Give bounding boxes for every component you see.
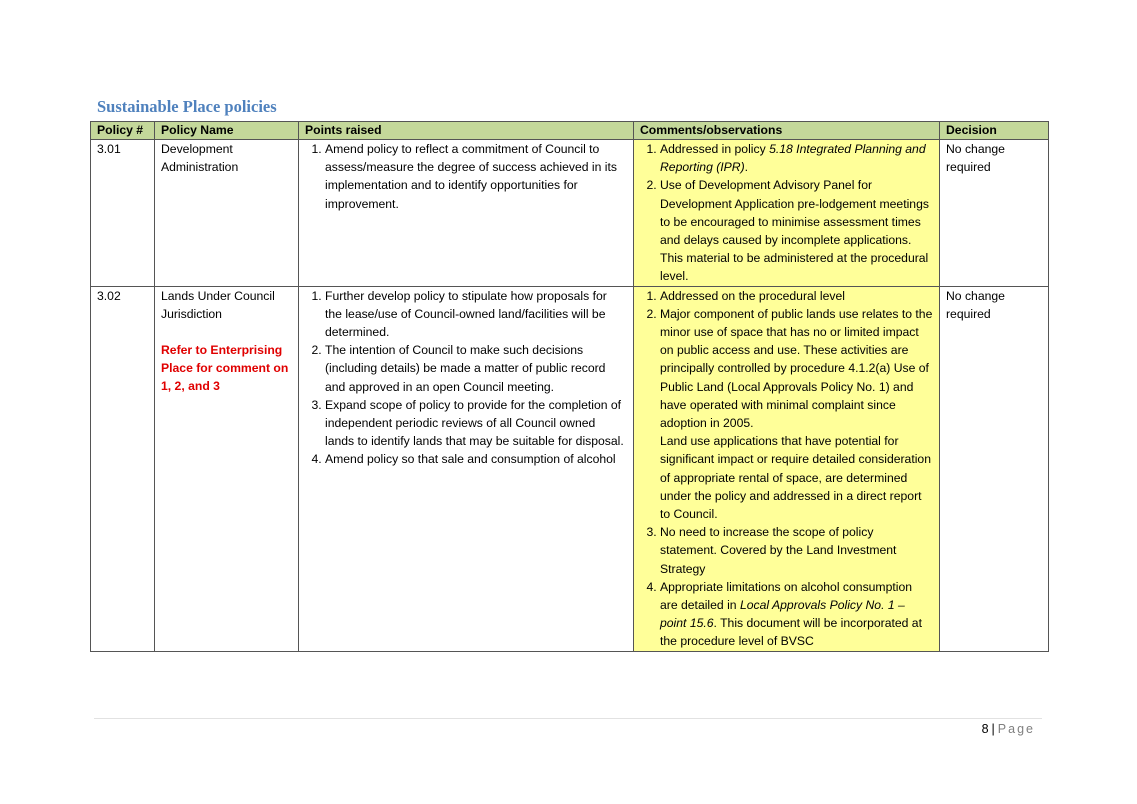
header-comments: Comments/observations bbox=[634, 122, 940, 140]
comment-item: 3. No need to increase the scope of policy statement. Covered by the Land Investment Strategy bbox=[660, 523, 933, 578]
page-footer bbox=[982, 722, 1035, 736]
page-label: Page bbox=[997, 722, 1035, 736]
decision: No change required bbox=[940, 140, 1049, 287]
points-raised bbox=[299, 286, 634, 651]
table-header-row bbox=[91, 122, 1049, 140]
header-policy-name: Policy Name bbox=[155, 122, 299, 140]
comments-cell bbox=[634, 286, 940, 651]
policy-name-text: Development Administration bbox=[161, 142, 239, 175]
table-row bbox=[91, 286, 1049, 651]
header-policy-number: Policy # bbox=[91, 122, 155, 140]
policy-number: 3.02 bbox=[91, 286, 155, 651]
section-heading: Sustainable Place policies bbox=[97, 97, 277, 116]
decision: No change required bbox=[940, 286, 1049, 651]
policy-number: 3.01 bbox=[91, 140, 155, 287]
header-decision: Decision bbox=[940, 122, 1049, 140]
point-item: 1. Further develop policy to stipulate how proposals for the lease/use of Council-owned land/facilities will be determined. bbox=[325, 287, 627, 342]
policy-name bbox=[155, 140, 299, 287]
point-item: 3. Expand scope of policy to provide for the completion of independent periodic reviews of all Council owned lands to identify lands that may be suitable for disposal. bbox=[325, 396, 627, 451]
comment-item: 1. Addressed in policy 5.18 Integrated Planning and Reporting (IPR). bbox=[660, 140, 933, 176]
comment-item: 2. Major component of public lands use relates to the minor use of space that has no or limited impact on public access and use. These activities are principally controlled by procedure 4.1.2(a) Use of Public Land (Local Approvals Policy No. 1) and have operated with minimal complaint since adoption in 2005. Land use applications that have potential for significant impact or require detailed consideration of appropriate rental of space, are determined under the policy and addressed in a direct report to Council. bbox=[660, 305, 933, 523]
comment-continuation: Land use applications that have potential for significant impact or require detailed consideration of appropriate rental of space, are determined under the policy and addressed in a direct report to Council. bbox=[660, 434, 931, 522]
table-row bbox=[91, 140, 1049, 287]
policy-name-text: Lands Under Council Jurisdiction bbox=[161, 288, 275, 321]
point-item: 1. Amend policy to reflect a commitment of Council to assess/measure the degree of success achieved in its implementation and to identify opportunities for improvement. bbox=[325, 140, 627, 213]
header-points-raised: Points raised bbox=[299, 122, 634, 140]
comments-list bbox=[640, 140, 933, 286]
points-list bbox=[305, 140, 627, 213]
footer-separator: | bbox=[991, 722, 995, 736]
page-number: 8 bbox=[981, 722, 989, 736]
point-item: 2. The intention of Council to make such decisions (including details) be made a matter of public record and approved in an open Council meeting. bbox=[325, 341, 627, 396]
cross-reference-note: Refer to Enterprising Place for comment on 1, 2, and 3 bbox=[161, 343, 289, 394]
points-raised bbox=[299, 140, 634, 287]
points-list bbox=[305, 287, 627, 469]
comment-item: 2. Use of Development Advisory Panel for Development Application pre-lodgement meetings to be encouraged to minimise assessment times and delays caused by incomplete applications. This material to be administered at the procedural level. bbox=[660, 176, 933, 285]
policy-name bbox=[155, 286, 299, 651]
comment-item: 4. Appropriate limitations on alcohol consumption are detailed in Local Approvals Policy No. 1 – point 15.6. This document will be incorporated at the procedure level of BVSC bbox=[660, 578, 933, 651]
footer-divider bbox=[94, 718, 1042, 719]
point-item: 4. Amend policy so that sale and consumption of alcohol bbox=[325, 450, 627, 468]
comments-list bbox=[640, 287, 933, 651]
comments-cell bbox=[634, 140, 940, 287]
comment-item: 1. Addressed on the procedural level bbox=[660, 287, 933, 305]
policy-table bbox=[90, 121, 1049, 652]
